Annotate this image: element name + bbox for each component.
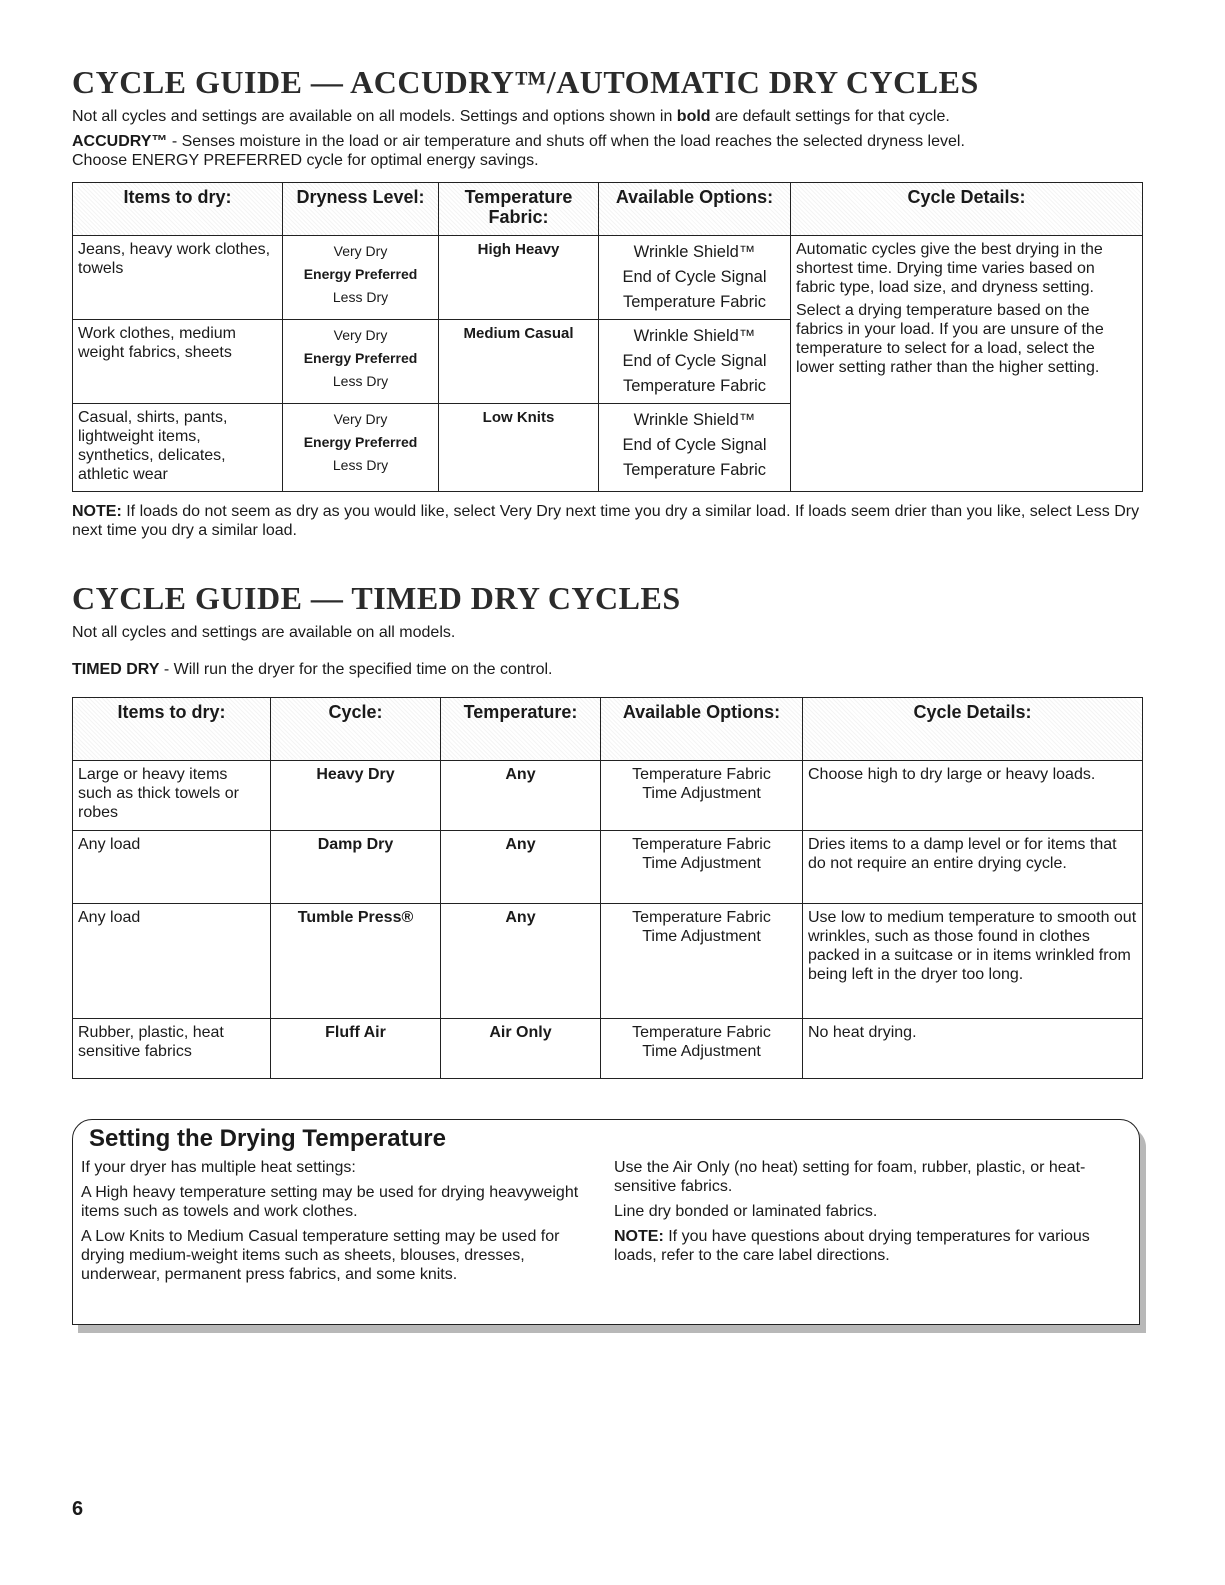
details-cell: No heat drying.: [803, 1018, 1143, 1078]
options-cell: Temperature Fabric Time Adjustment: [601, 1018, 803, 1078]
header-items-to-dry: Items to dry:: [73, 182, 283, 235]
cycle-cell: Heavy Dry: [271, 760, 441, 830]
box-left-column: If your dryer has multiple heat settings: A High heavy temperature setting may be used for drying heavyweight items such as towels and work clothes. A Low Knits to Medium Casual temperature setting may be used for drying medium-weight items such as sheets, blouses, dresses, underwear, permanent press fabrics, and some knits.: [81, 1158, 579, 1283]
page-number: 6: [72, 1498, 84, 1520]
accudry-note: NOTE: If loads do not seem as dry as you would like, select Very Dry next time you dry a similar load. If loads seem drier than you like, select Less Dry next time you dry a similar load.: [72, 502, 1140, 539]
details-cell: Dries items to a damp level or for items that do not require an entire drying cycle.: [803, 830, 1143, 903]
accudry-description: ACCUDRY™ - Senses moisture in the load or air temperature and shuts off when the load reaches the selected dryness level.: [72, 132, 965, 150]
temperature-cell: Any: [441, 903, 601, 1018]
temperature-cell: High Heavy: [439, 235, 599, 319]
cycle-cell: Fluff Air: [271, 1018, 441, 1078]
box-right-column: Use the Air Only (no heat) setting for foam, rubber, plastic, or heat-sensitive fabrics. Line dry bonded or laminated fabrics. NOTE: If you have questions about drying temperatures for various loads, refer to the care label directions.: [614, 1158, 1090, 1264]
header-cycle-details: Cycle Details:: [803, 697, 1143, 760]
items-cell: Work clothes, medium weight fabrics, sheets: [73, 319, 283, 403]
options-cell: Temperature Fabric Time Adjustment: [601, 903, 803, 1018]
items-cell: Any load: [73, 830, 271, 903]
dryness-cell: Very Dry Energy Preferred Less Dry: [283, 403, 439, 491]
page-content: [72, 64, 1142, 1325]
table-row: [73, 1018, 1143, 1078]
table-row: [73, 903, 1143, 1018]
table-row: [73, 830, 1143, 903]
timed-dry-section: [72, 580, 1142, 1079]
header-temperature: Temperature:: [441, 697, 601, 760]
temperature-cell: Air Only: [441, 1018, 601, 1078]
items-cell: Casual, shirts, pants, lightweight items, synthetics, delicates, athletic wear: [73, 403, 283, 491]
accudry-title: CYCLE GUIDE — ACCUDRY™/AUTOMATIC DRY CYCLES: [72, 64, 979, 100]
timed-intro: Not all cycles and settings are available on all models.: [72, 623, 456, 641]
timed-table: [72, 697, 1143, 1079]
temperature-cell: Any: [441, 830, 601, 903]
options-cell: Wrinkle Shield™ End of Cycle Signal Temperature Fabric: [599, 235, 791, 319]
table-row: [73, 235, 1143, 319]
timed-description: TIMED DRY - Will run the dryer for the specified time on the control.: [72, 660, 553, 678]
items-cell: Any load: [73, 903, 271, 1018]
header-available-options: Available Options:: [601, 697, 803, 760]
table-row: [73, 760, 1143, 830]
header-items-to-dry: Items to dry:: [73, 697, 271, 760]
energy-preferred-note: Choose ENERGY PREFERRED cycle for optimal energy savings.: [72, 151, 539, 169]
dryness-cell: Very Dry Energy Preferred Less Dry: [283, 319, 439, 403]
accudry-table: [72, 182, 1143, 492]
temperature-cell: Low Knits: [439, 403, 599, 491]
accudry-intro: Not all cycles and settings are available on all models. Settings and options shown in bold are default settings for that cycle.: [72, 107, 950, 125]
cycle-cell: Tumble Press®: [271, 903, 441, 1018]
details-cell: Choose high to dry large or heavy loads.: [803, 760, 1143, 830]
temperature-cell: Any: [441, 760, 601, 830]
temperature-cell: Medium Casual: [439, 319, 599, 403]
header-cycle: Cycle:: [271, 697, 441, 760]
drying-temperature-box: [72, 1119, 1140, 1325]
header-dryness-level: Dryness Level:: [283, 182, 439, 235]
dryness-cell: Very Dry Energy Preferred Less Dry: [283, 235, 439, 319]
details-cell: Use low to medium temperature to smooth out wrinkles, such as those found in clothes packed in a suitcase or in items wrinkled from being left in the dryer too long.: [803, 903, 1143, 1018]
options-cell: Temperature Fabric Time Adjustment: [601, 760, 803, 830]
header-cycle-details: Cycle Details:: [791, 182, 1143, 235]
items-cell: Jeans, heavy work clothes, towels: [73, 235, 283, 319]
items-cell: Large or heavy items such as thick towels or robes: [73, 760, 271, 830]
items-cell: Rubber, plastic, heat sensitive fabrics: [73, 1018, 271, 1078]
header-available-options: Available Options:: [599, 182, 791, 235]
options-cell: Wrinkle Shield™ End of Cycle Signal Temperature Fabric: [599, 403, 791, 491]
options-cell: Temperature Fabric Time Adjustment: [601, 830, 803, 903]
cycle-details-cell: Automatic cycles give the best drying in the shortest time. Drying time varies based on fabric type, load size, and dryness setting. Select a drying temperature based on the fabrics in your load. If you are unsure of the temperature to select for a load, select the lower setting rather than the higher setting.: [791, 235, 1143, 491]
timed-title: CYCLE GUIDE — TIMED DRY CYCLES: [72, 579, 681, 616]
cycle-cell: Damp Dry: [271, 830, 441, 903]
header-temperature-fabric: Temperature Fabric:: [439, 182, 599, 235]
options-cell: Wrinkle Shield™ End of Cycle Signal Temperature Fabric: [599, 319, 791, 403]
box-title: Setting the Drying Temperature: [89, 1124, 446, 1152]
